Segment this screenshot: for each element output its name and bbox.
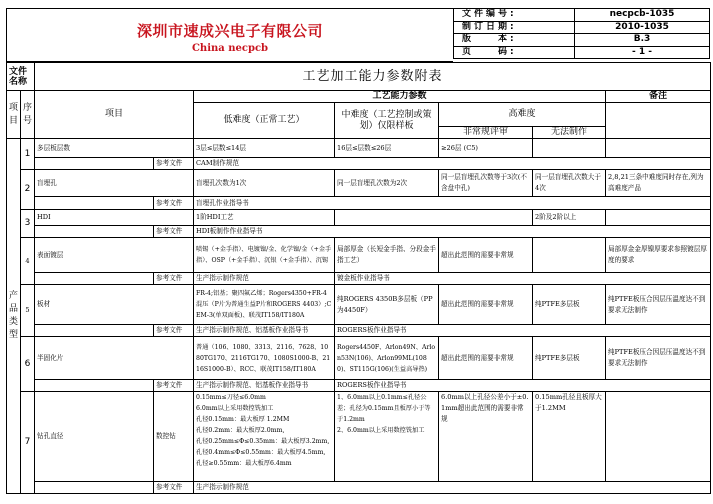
row-remark: 纯PTFE板压合因层压温度达不到要求无法制作 <box>606 285 711 325</box>
row-remark: 局部厚金金厚镍厚要求参照镀层厚度的要求 <box>606 238 711 273</box>
ref-label: 参考文件 <box>154 482 194 494</box>
header-item: 项目 <box>35 91 194 139</box>
row-low: 盲埋孔次数为1次 <box>194 170 335 197</box>
company-name-en: China necpcb <box>191 43 269 54</box>
row-low: 1阶HDI工艺 <box>194 210 335 226</box>
row-item: 多层板层数 <box>35 139 194 158</box>
row-none <box>533 139 606 158</box>
ref-label: 参考文件 <box>154 380 194 392</box>
row-ref: CAM制作规范 <box>194 158 711 170</box>
row-no: 1 <box>21 139 35 170</box>
row-item-blank <box>35 158 154 170</box>
row-ref2: ROGERS板作业指导书 <box>335 325 711 337</box>
row-remark <box>606 392 711 482</box>
row-item-blank <box>35 273 154 285</box>
row-remark: 2,8,21三条中难度同时存在,列为高难度产品 <box>606 170 711 197</box>
row-none: 0.15mm孔径且板厚大于1.2MM <box>533 392 606 482</box>
row-item: 板材 <box>35 285 194 325</box>
row-remark <box>606 139 711 158</box>
row-ref: 生产指示制作规范、铝基板作业指导书 <box>194 325 335 337</box>
row-item-blank <box>35 380 154 392</box>
row-low: 0.15mm≤刀径≤6.0mm 6.0mm以上采用数控铣加工 孔径0.15mm：最大板厚 1.2MM 孔径0.2mm：最大板厚2.0mm, 孔径0.25mm≤Φ≤0.35mm：最大板厚3.2mm, 孔径0.4mm≤Φ≤0.55mm：最大板厚4.5mm, 孔径≥0.55mm：最大板厚6.4mm <box>194 392 335 482</box>
row-ref: HDI板制作作业指导书 <box>194 226 711 238</box>
meta-value: necpcb-1035 <box>575 9 710 22</box>
row-mid: Rogers4450F、Arlon49N、Arlon53N(106)、Arlon99ML(1080)、ST115G(106)(生益高导热) <box>335 337 439 380</box>
row-item-blank <box>35 482 154 494</box>
meta-value: 2010-1035 <box>575 21 710 34</box>
row-ref: 盲埋孔作业指导书 <box>194 197 711 210</box>
row-remark: 纯PTFE板压合因层压温度达不到要求无法制作 <box>606 337 711 380</box>
row-mid: 局部厚金（长短金手指、分段金手指工艺） <box>335 238 439 273</box>
row-no: 3 <box>21 210 35 238</box>
doc-title: 工艺加工能力参数附表 <box>35 63 711 91</box>
header-mid: 中难度（工艺控制或策划）仅限样板 <box>335 103 439 139</box>
row-no: 5 <box>21 285 35 337</box>
row-sub: 数控钻 <box>154 392 194 482</box>
company-header <box>6 8 453 62</box>
row-mid: 同一层盲埋孔次数为2次 <box>335 170 439 197</box>
meta-value: - 1 - <box>575 46 710 59</box>
row-no: 6 <box>21 337 35 392</box>
header-high: 高难度 <box>439 103 606 127</box>
row-mid: 16层≤层数≤26层 <box>335 139 439 158</box>
row-item: 表面镀层 <box>35 238 194 273</box>
row-review: 超出此范围的需要非常规 <box>439 238 533 273</box>
row-review: ≥26层 (C5) <box>439 139 533 158</box>
row-ref: 生产指示制作规范 <box>194 273 335 285</box>
row-mid <box>335 210 533 226</box>
document-meta-table <box>453 8 710 59</box>
ref-label: 参考文件 <box>154 226 194 238</box>
meta-label: 页 码: <box>454 46 575 59</box>
header-low: 低难度（正常工艺） <box>194 103 335 139</box>
header-high-none: 无法制作 <box>533 127 606 139</box>
row-none: 纯PTFE多层板 <box>533 337 606 380</box>
row-review: 6.0mm以上孔径公差小于±0.1mm超出此范围的需要非常规 <box>439 392 533 482</box>
row-item: 半固化片 <box>35 337 194 380</box>
ref-label: 参考文件 <box>154 158 194 170</box>
meta-label: 文件编号: <box>454 9 575 22</box>
header-item-no: 项 目 <box>7 91 21 139</box>
row-review: 同一层盲埋孔次数等于3次(不含盘中孔) <box>439 170 533 197</box>
ref-label: 参考文件 <box>154 273 194 285</box>
header-remark: 备注 <box>606 91 711 103</box>
row-item-blank <box>35 325 154 337</box>
meta-label: 制订日期: <box>454 21 575 34</box>
meta-label: 版 本: <box>454 34 575 47</box>
meta-value: B.3 <box>575 34 710 47</box>
row-review: 超出此范围的需要非常规 <box>439 337 533 380</box>
row-none: 纯PTFE多层板 <box>533 285 606 325</box>
row-ref: 生产指示制作规范 <box>194 482 711 494</box>
row-no: 2 <box>21 170 35 210</box>
row-none <box>533 238 606 273</box>
row-item-blank <box>35 226 154 238</box>
row-none: 同一层盲埋孔次数大于4次 <box>533 170 606 197</box>
capability-table <box>6 62 711 494</box>
row-mid: 纯ROGERS 4350B多层板（PP为4450F） <box>335 285 439 325</box>
row-none: 2阶及2阶以上 <box>533 210 606 226</box>
row-low: 普通（106、1080、3313、2116、7628、1080TG170、2116TG170、1080S1000-B、2116S1000-B）、RCC、联茂IT158/IT180A <box>194 337 335 380</box>
row-mid: 1、6.0mm以上0.1mm≤孔径公差；孔径为0.15mm且板厚小于等于1.2mm 2、6.0mm以上采用数控铣加工 <box>335 392 439 482</box>
header-capability: 工艺能力参数 <box>194 91 606 103</box>
doc-name-label: 文件 名称 <box>7 63 35 91</box>
row-item: 钻孔直径 <box>35 392 154 482</box>
row-item-blank <box>35 197 154 210</box>
row-no: 4 <box>21 238 35 285</box>
row-ref2: ROGERS板作业指导书 <box>335 380 711 392</box>
company-name-cn: 深圳市速成兴电子有限公司 <box>136 22 323 40</box>
header-seq: 序 号 <box>21 91 35 139</box>
category-label: 产 品 类 型 <box>7 139 21 494</box>
header-high-review: 非常规评审 <box>439 127 533 139</box>
row-low: 喷锡（+金手指）、电镀镍/金、化学镍/金（+金手指）、OSP（+金手指）、沉银（+金手指）、沉锡 <box>194 238 335 273</box>
row-low: 3层≤层数≤14层 <box>194 139 335 158</box>
row-item: HDI <box>35 210 194 226</box>
row-low: FR-4;铝基；聚四氟乙烯；Rogers4350+FR-4混压（P片为普通生益P片和ROGERS 4403）;CEM-3(单双面板)、联茂IT158/IT180A <box>194 285 335 325</box>
row-no: 7 <box>21 392 35 494</box>
row-remark <box>606 210 711 226</box>
ref-label: 参考文件 <box>154 325 194 337</box>
ref-label: 参考文件 <box>154 197 194 210</box>
row-review: 超出此范围的需要非常规 <box>439 285 533 325</box>
header-remark-blank <box>606 103 711 139</box>
row-ref: 生产指示制作规范、铝基板作业指导书 <box>194 380 335 392</box>
row-ref2: 镀金板作业指导书 <box>335 273 711 285</box>
row-item: 盲埋孔 <box>35 170 194 197</box>
